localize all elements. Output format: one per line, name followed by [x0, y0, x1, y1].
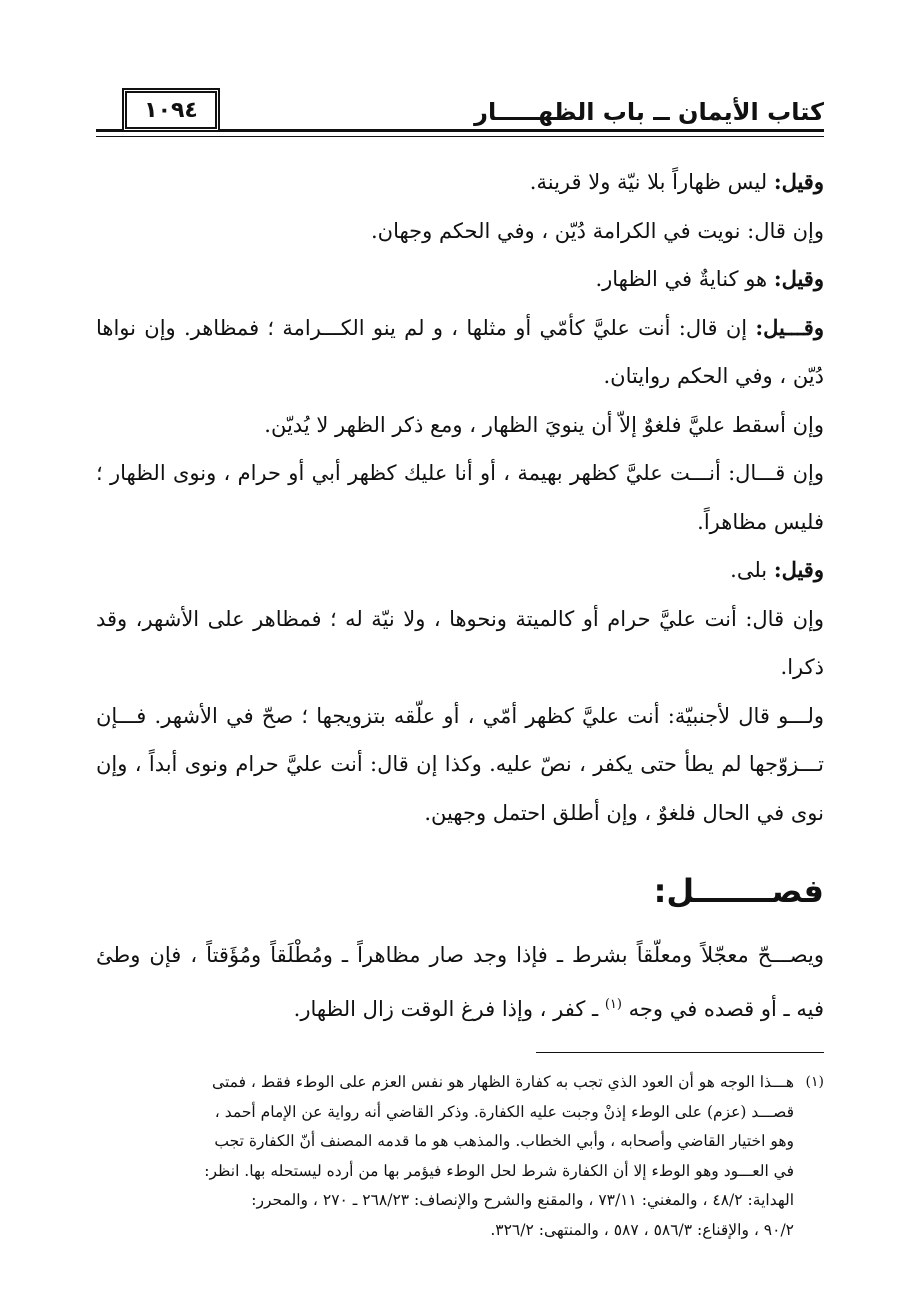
footnote-separator — [536, 1052, 824, 1053]
paragraph — [96, 595, 824, 692]
footnote-marker: (١) — [805, 1074, 824, 1090]
footnote-line: في العـــود وهو الوطء إلا أن الكفارة شرط لحل الوطء فيؤمر بها من أرده ليستحله بها. انظر: — [204, 1161, 794, 1180]
section-text-end: ـ كفر ، وإذا فرغ الوقت زال الظهار. — [293, 997, 605, 1021]
paragraph-text: ولـــو قال لأجنبيّة: أنت عليَّ كظهر أمّي ، أو علّقه بتزويجها ؛ صحّ في الأشهر. فـــإن تـــزوّجها لم يطأ حتى يكفر ، نصّ عليه. وكذا إن قال: أنت عليَّ حرام ونوى أبداً ، وإن نوى في الحال فلغوٌ ، وإن أطلق احتمل وجهين. — [96, 703, 824, 825]
paragraph — [96, 207, 824, 256]
paragraph — [96, 158, 824, 207]
footnote — [96, 1068, 824, 1245]
section-paragraph — [96, 930, 824, 1034]
paragraph-text: إن قال: أنت عليَّ كأمّي أو مثلها ، و لم ينو الكـــرامة ؛ فمظاهر. وإن نواها دُيّن ، وفي الحكم روايتان. — [96, 315, 824, 388]
paragraph-label: وقيل: — [773, 169, 824, 194]
paragraph-text: وإن قـــال: أنـــت عليَّ كظهر بهيمة ، أو أنا عليك كظهر أبي أو حرام ، ونوى الظهار ؛ فليس مظاهراً. — [96, 461, 824, 534]
paragraph-text: هو كنايةٌ في الظهار. — [595, 267, 774, 291]
paragraph — [96, 449, 824, 546]
paragraph-text: ليس ظهاراً بلا نيّة ولا قرينة. — [529, 170, 774, 194]
paragraph-label: وقيل: — [773, 557, 824, 582]
footnote-line: ٩٠/٢ ، والإقناع: ٥٨٦/٣ ، ٥٨٧ ، والمنتهى: ٣٢٦/٢. — [490, 1220, 794, 1239]
footnote-line: وهو اختيار القاضي وأصحابه ، وأبي الخطاب. والمذهب هو ما قدمه المصنف أنّ الكفارة تجب — [214, 1132, 794, 1150]
paragraph — [96, 401, 824, 450]
footnote-line: الهداية: ٤٨/٢ ، والمغني: ٧٣/١١ ، والمقنع والشرح والإنصاف: ٢٦٨/٢٣ ـ ٢٧٠ ، والمحرر: — [251, 1191, 794, 1209]
running-header-title: كتاب الأيمان ــ باب الظهـــــار — [468, 98, 824, 126]
header-rule-thin — [96, 136, 824, 137]
footnote-line: هـــذا الوجه هو أن العود الذي تجب به كفارة الظهار هو نفس العزم على الوطء فقط ، فمتى — [212, 1073, 794, 1091]
paragraph-label: وقيل: — [773, 266, 824, 291]
main-text — [96, 158, 824, 837]
paragraph — [96, 546, 824, 595]
footnote-line: قصـــد (عزم) على الوطء إذنْ وجبت عليه الكفارة. وذكر القاضي أنه رواية عن الإمام أحمد ، — [214, 1102, 794, 1121]
paragraph-label: وقـــيل: — [755, 314, 824, 340]
paragraph — [96, 255, 824, 304]
paragraph — [96, 692, 824, 838]
section-text-start: ويصـــحّ معجّلاً ومعلّقاً بشرط ـ فإذا وجد صار مظاهراً ـ ومُطْلَقاً ومُؤَقتاً ، فإن وطئ فيه ـ أو قصده في وجه — [96, 943, 824, 1021]
paragraph — [96, 304, 824, 401]
section-heading: فصـــــــل: — [653, 872, 824, 910]
paragraph-text: وإن أسقط عليَّ فلغوٌ إلاّ أن ينويَ الظهار ، ومع ذكر الظهر لا يُديّن. — [264, 412, 824, 437]
paragraph-text: وإن قال: أنت عليَّ حرام أو كالميتة ونحوها ، ولا نيّة له ؛ فمظاهر على الأشهر، وقد ذكرا. — [96, 606, 824, 679]
page-number: ١٠٩٤ — [122, 88, 220, 132]
footnote-body — [96, 1068, 794, 1245]
paragraph-text: وإن قال: نويت في الكرامة دُيّن ، وفي الحكم وجهان. — [370, 218, 824, 243]
footnote-reference: (١) — [604, 997, 622, 1012]
paragraph-text: بلى. — [730, 558, 774, 582]
